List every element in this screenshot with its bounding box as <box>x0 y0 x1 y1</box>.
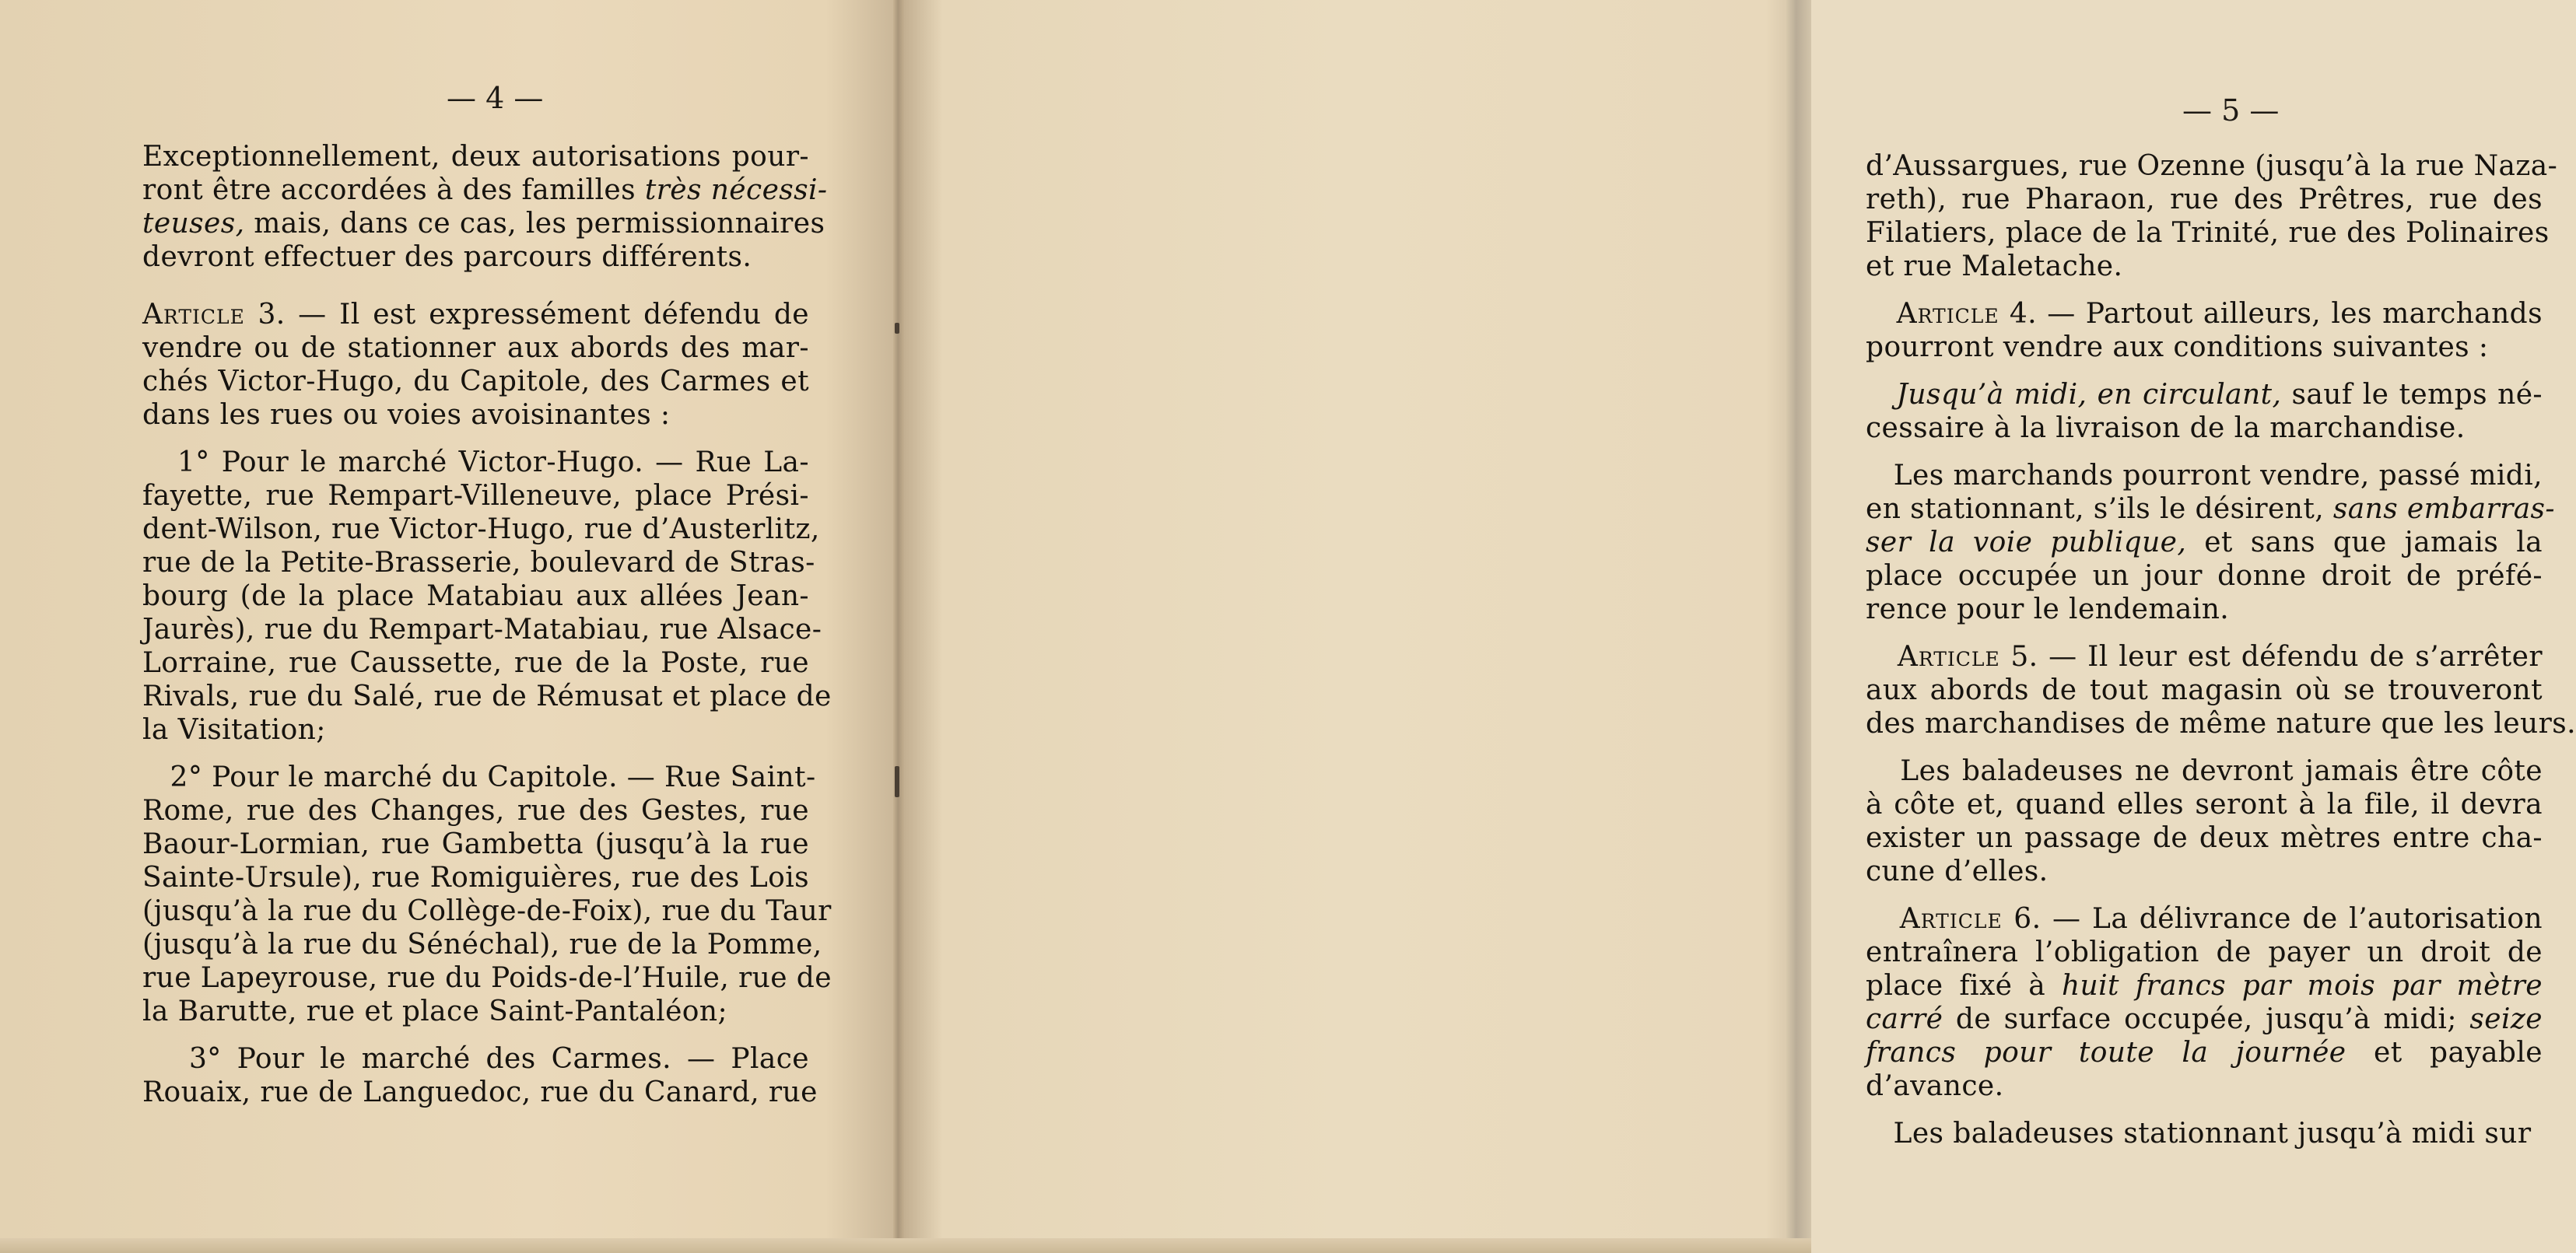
text-run: pourront vendre aux conditions suivantes : <box>1866 331 2489 363</box>
paragraph-gap <box>1866 445 2543 459</box>
text-run: et payable <box>2346 1037 2543 1069</box>
text-run: de surface occupée, jusqu’à midi; <box>1943 1003 2470 1035</box>
left-page <box>0 0 897 1253</box>
text-line <box>142 794 809 828</box>
text-run: la Barutte, rue et place Saint-Pantaléon; <box>142 996 727 1027</box>
text-run: 1° Pour le marché Victor-Hugo. — Rue La- <box>142 446 809 478</box>
text-run <box>1866 298 1897 330</box>
text-line <box>1866 593 2543 626</box>
text-run: rue Lapeyrouse, rue du Poids-de-l’Huile, rue de <box>142 962 832 994</box>
text-line <box>142 546 815 579</box>
right-page <box>897 0 2576 1253</box>
text-run: Les marchands pourront vendre, passé midi, <box>1866 460 2543 492</box>
text-line <box>1866 183 2543 216</box>
page-number-4: — 4 — <box>447 81 544 115</box>
article-heading: Article <box>1896 298 1999 330</box>
text-line <box>142 1076 818 1109</box>
text-line <box>1866 855 2543 888</box>
text-run: dans les rues ou voies avoisinantes : <box>142 399 671 431</box>
text-run: Lorraine, rue Caussette, rue de la Poste, rue <box>142 647 809 679</box>
paragraph-gap <box>142 274 809 298</box>
text-line <box>142 479 809 513</box>
text-run: 4. — Partout ailleurs, les marchands <box>1999 298 2543 330</box>
text-run: Rouaix, rue de Languedoc, rue du Canard, rue <box>142 1076 818 1108</box>
text-line <box>142 298 809 331</box>
text-run: et rue Maletache. <box>1866 250 2123 282</box>
text-line <box>142 173 828 207</box>
text-line <box>1866 936 2543 969</box>
italic-text-run: seize <box>2469 1003 2543 1035</box>
paragraph-gap <box>1866 364 2543 378</box>
paragraph-gap <box>1866 740 2543 754</box>
binding-staple-mark <box>895 766 899 797</box>
text-line <box>142 995 809 1028</box>
page-number-5: — 5 — <box>2182 93 2280 128</box>
text-line <box>1866 1069 2543 1103</box>
text-line <box>142 446 809 479</box>
text-run: Baour-Lormian, rue Gambetta (jusqu’à la rue <box>142 828 809 860</box>
text-line <box>1866 674 2543 707</box>
text-line <box>1866 559 2543 593</box>
text-run: Les baladeuses stationnant jusqu’à midi sur <box>1866 1118 2532 1150</box>
text-line <box>142 1042 809 1076</box>
text-run: d’avance. <box>1866 1070 2004 1102</box>
text-run: vendre ou de stationner aux abords des mar- <box>142 332 809 364</box>
text-line <box>1866 969 2543 1003</box>
text-run: exister un passage de deux mètres entre cha- <box>1866 822 2543 854</box>
text-run: et sans que jamais la <box>2186 527 2543 558</box>
text-line <box>1866 459 2543 492</box>
text-run <box>1866 903 1900 935</box>
text-run: dent-Wilson, rue Victor-Hugo, rue d’Austerlitz, <box>142 513 820 545</box>
page-bottom-edge <box>0 1238 1811 1253</box>
text-line <box>1866 821 2543 855</box>
paragraph-gap <box>1866 626 2543 640</box>
text-run: à côte et, quand elles seront à la file, il devra <box>1866 789 2543 821</box>
text-line <box>142 398 809 432</box>
italic-text-run: teuses, <box>142 208 245 240</box>
text-line <box>1866 754 2543 788</box>
text-run: place fixé à <box>1866 970 2062 1002</box>
text-line <box>142 207 825 240</box>
paragraph-gap <box>1866 1103 2543 1117</box>
text-run: 6. — La délivrance de l’autorisation <box>2002 903 2543 935</box>
text-run: Rome, rue des Changes, rue des Gestes, rue <box>142 795 809 827</box>
text-line <box>142 613 822 646</box>
text-run: 5. — Il leur est défendu de s’arrêter <box>1999 641 2543 673</box>
text-line <box>1866 331 2543 364</box>
text-run: Rivals, rue du Salé, rue de Rémusat et place de <box>142 681 832 712</box>
text-line <box>1866 788 2543 821</box>
text-line <box>142 331 809 365</box>
text-line <box>142 894 832 928</box>
text-line <box>142 513 820 546</box>
text-line <box>142 646 809 680</box>
article-heading: Article <box>142 299 245 331</box>
binding-staple-mark <box>895 323 899 334</box>
text-line <box>1866 297 2543 331</box>
text-run: mais, dans ce cas, les permissionnaires <box>244 208 825 240</box>
italic-text-run: huit francs par mois par mètre <box>2061 970 2543 1002</box>
text-run: Jaurès), rue du Rempart-Matabiau, rue Alsace- <box>142 614 822 646</box>
text-line <box>142 680 832 713</box>
text-run: rue de la Petite-Brasserie, boulevard de Stras- <box>142 547 815 579</box>
text-line <box>142 761 816 794</box>
text-line <box>142 828 809 861</box>
text-line <box>1866 526 2543 559</box>
right-page-text <box>1866 149 2576 1150</box>
italic-text-run: francs pour toute la journée <box>1866 1037 2346 1069</box>
text-line <box>142 861 809 894</box>
text-line <box>142 713 809 747</box>
left-page-text <box>142 140 832 1109</box>
text-run: aux abords de tout magasin où se trouveront <box>1866 674 2543 706</box>
text-line <box>142 365 809 398</box>
text-line <box>1866 1036 2543 1069</box>
paragraph-gap <box>1866 283 2543 297</box>
text-line <box>1866 411 2543 445</box>
text-line <box>142 961 832 995</box>
text-line <box>1866 250 2543 283</box>
italic-text-run: très nécessi- <box>644 174 828 206</box>
text-run <box>1866 379 1897 411</box>
text-run: rence pour le lendemain. <box>1866 593 2230 625</box>
text-run: sauf le temps né- <box>2281 379 2543 411</box>
text-run: bourg (de la place Matabiau aux allées Jean- <box>142 580 809 612</box>
article-heading: Article <box>1899 903 2003 935</box>
text-run: d’Aussargues, rue Ozenne (jusqu’à la rue Naza- <box>1866 150 2558 182</box>
text-line <box>142 240 809 274</box>
text-run: 2° Pour le marché du Capitole. — Rue Saint- <box>142 761 816 793</box>
text-run: 3° Pour le marché des Carmes. — Place <box>142 1043 809 1075</box>
italic-text-run: Jusqu’à midi, en circulant, <box>1896 379 2282 411</box>
text-run: Les baladeuses ne devront jamais être côte <box>1866 755 2543 787</box>
italic-text-run: ser la voie publique, <box>1866 527 2187 558</box>
italic-text-run: carré <box>1866 1003 1943 1035</box>
text-run: fayette, rue Rempart-Villeneuve, place Prési- <box>142 480 809 512</box>
text-line <box>1866 216 2550 250</box>
text-run: devront effectuer des parcours différents. <box>142 241 752 273</box>
book-gutter <box>893 0 904 1253</box>
text-run: en stationnant, s’ils le désirent, <box>1866 493 2333 525</box>
text-line <box>1866 902 2543 936</box>
paragraph-gap <box>142 432 809 446</box>
page-edge <box>1786 0 1811 1253</box>
text-line <box>1866 149 2558 183</box>
text-line <box>1866 492 2556 526</box>
text-run: Exceptionnellement, deux autorisations pour- <box>142 141 809 173</box>
text-run: (jusqu’à la rue du Collège-de-Foix), rue du Taur <box>142 895 832 927</box>
text-run: 3. — Il est expressément défendu de <box>244 299 809 331</box>
paragraph-gap <box>142 1028 809 1042</box>
article-heading: Article <box>1897 641 2000 673</box>
text-run: chés Victor-Hugo, du Capitole, des Carmes et <box>142 366 809 397</box>
italic-text-run: sans embarras- <box>2332 493 2556 525</box>
text-line <box>1866 1003 2543 1036</box>
text-run: entraînera l’obligation de payer un droit de <box>1866 936 2543 968</box>
text-run: (jusqu’à la rue du Sénéchal), rue de la Pomme, <box>142 929 822 961</box>
text-run: des marchandises de même nature que les leurs. <box>1866 708 2576 740</box>
text-line <box>142 579 809 613</box>
text-line <box>1866 378 2543 411</box>
text-run: cune d’elles. <box>1866 856 2049 887</box>
text-line <box>1866 1117 2543 1150</box>
text-run: ront être accordées à des familles <box>142 174 645 206</box>
text-run: la Visitation; <box>142 714 326 746</box>
text-run <box>1866 641 1898 673</box>
paragraph-gap <box>1866 888 2543 902</box>
paragraph-gap <box>142 747 809 761</box>
text-run: reth), rue Pharaon, rue des Prêtres, rue des <box>1866 184 2543 215</box>
text-line <box>142 140 809 173</box>
text-run: Filatiers, place de la Trinité, rue des Polinaires <box>1866 217 2550 249</box>
text-run: Sainte-Ursule), rue Romiguières, rue des Lois <box>142 862 809 894</box>
text-line <box>1866 640 2543 674</box>
text-line <box>142 928 822 961</box>
text-run: cessaire à la livraison de la marchandise. <box>1866 412 2466 444</box>
text-run: place occupée un jour donne droit de préfé- <box>1866 560 2543 592</box>
text-line <box>1866 707 2576 740</box>
